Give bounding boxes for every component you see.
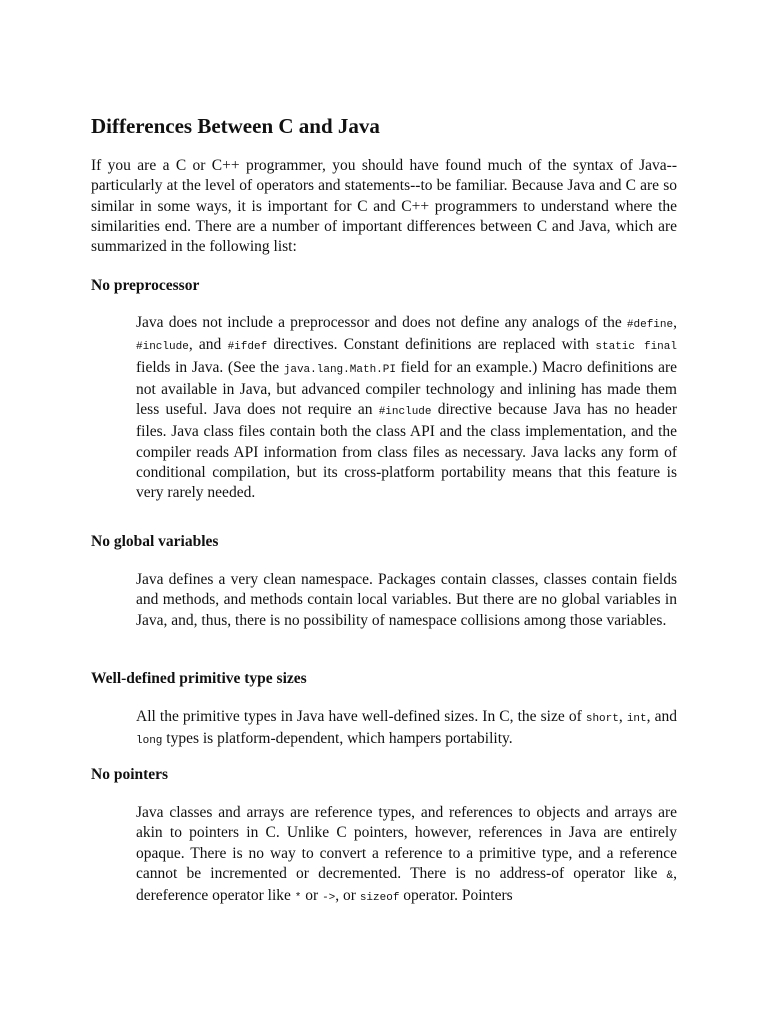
code-sizeof: sizeof [359,892,400,905]
text-run: field for an example.) Macro definitions are not available in Java, but advanced compiler technology and inlining has made them less useful. Java does not require an [136,358,677,419]
text-run: types is platform-dependent, which hampers portability. [162,730,513,748]
code-dereference: * [294,892,302,905]
text-run: , or [335,887,360,905]
section-heading-no-global-variables: No global variables [91,533,219,550]
text-run: , dereference operator like [136,864,677,905]
text-run: , [673,314,677,331]
code-short: short [585,713,619,725]
section-heading-no-preprocessor: No preprocessor [91,277,200,294]
code-arrow: -> [322,892,336,905]
text-run: , and [188,336,228,354]
section-text-primitive-type-sizes [136,707,677,752]
section-text-no-preprocessor [136,313,677,504]
code-define: #define [626,319,674,331]
text-run: , [618,708,627,725]
code-long: long [136,735,163,748]
text-run: fields in Java. (See the [136,358,284,376]
section-heading-no-pointers: No pointers [91,766,169,783]
intro-paragraph: If you are a C or C++ programmer, you should have found much of the syntax of Java--particularly at the level of operators and statements--to be familiar. Because Java and C are so similar in some ways, it is important for C and C++ programmers to understand where the similarities end. There are a number of important differences between C and Java, which are summarized in the following list: [91,157,677,256]
text-run: directives. Constant definitions are replaced with [267,336,596,354]
text-run: directive because Java has no header files. Java class files contain both the class API and the class implementation, and the compiler reads API information from class files as necessary. Java lacks any form of conditional compilation, but its cross-platform portability means that this feature is very rarely needed. [136,401,677,502]
code-int: int [626,713,647,725]
text-run: or [301,887,323,905]
code-ifdef: #ifdef [227,341,268,354]
code-include: #include [136,341,189,354]
section-text-no-pointers [136,803,677,908]
text-run: Java does not include a preprocessor and does not define any analogs of the [136,314,627,331]
text-run: Java classes and arrays are reference types, and references to objects and arrays are akin to pointers in C. Unlike C pointers, however, references in Java are entirely opaque. There is no way to convert a reference to a primitive type, and a reference cannot be incremented or decremented. There is no address-of operator like [136,804,677,882]
text-run: All the primitive types in Java have well-defined sizes. In C, the size of [136,708,586,725]
section-heading-primitive-type-sizes: Well-defined primitive type sizes [91,670,307,687]
text-run: operator. Pointers [399,887,513,905]
page-title: Differences Between C and Java [91,114,380,138]
text-run: , and [646,708,677,725]
code-include: #include [378,406,432,419]
code-address-of: & [666,869,674,882]
code-math-pi: java.lang.Math.PI [283,363,396,376]
code-static-final: static final [595,341,677,354]
section-text-no-global-variables: Java defines a very clean namespace. Packages contain classes, classes contain fields and methods, and methods contain local variables. But there are no global variables in Java, and, thus, there is no possibility of namespace collisions among those variables. [136,571,677,629]
